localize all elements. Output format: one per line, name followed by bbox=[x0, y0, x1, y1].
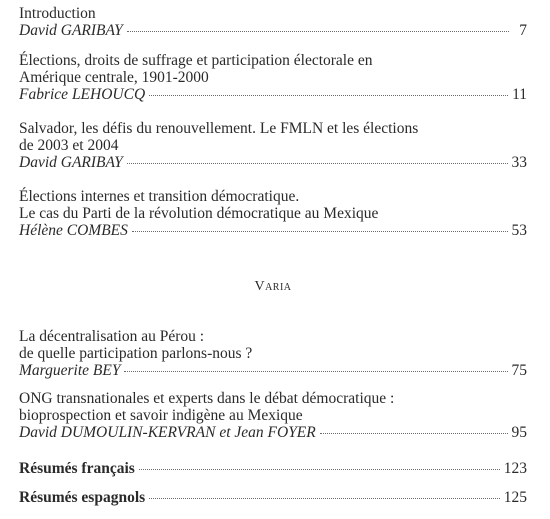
dot-leader bbox=[149, 94, 508, 96]
entry-author: Hélène COMBES bbox=[19, 222, 128, 239]
entry-title-line: Amérique centrale, 1901-2000 bbox=[19, 69, 209, 86]
entry-page-number: 7 bbox=[519, 22, 527, 39]
entry-title-line: Élections internes et transition démocratique. bbox=[19, 188, 300, 205]
toc-entry-elections-amerique-centrale bbox=[19, 52, 527, 103]
entry-author-row bbox=[19, 154, 527, 171]
entry-page-number: 95 bbox=[511, 424, 527, 441]
summary-page-number: 123 bbox=[503, 460, 527, 477]
entry-title-line: La décentralisation au Pérou : bbox=[19, 328, 205, 345]
entry-author-row bbox=[19, 86, 527, 103]
summary-label: Résumés français bbox=[19, 460, 135, 477]
toc-entry-introduction bbox=[19, 5, 527, 39]
dot-leader bbox=[127, 30, 509, 32]
entry-title-line: de 2003 et 2004 bbox=[19, 137, 119, 154]
dot-leader bbox=[149, 497, 500, 499]
entry-author-row bbox=[19, 362, 527, 379]
entry-page-number: 53 bbox=[511, 222, 527, 239]
dot-leader bbox=[320, 432, 508, 434]
toc-entry-elections-internes bbox=[19, 188, 527, 239]
entry-author: Marguerite BEY bbox=[19, 362, 121, 379]
entry-author-row bbox=[19, 22, 527, 39]
entry-title-line: Le cas du Parti de la révolution démocratique au Mexique bbox=[19, 205, 379, 222]
entry-title-line: Élections, droits de suffrage et participation électorale en bbox=[19, 52, 373, 69]
entry-author-row bbox=[19, 222, 527, 239]
dot-leader bbox=[139, 468, 500, 470]
toc-entry-ong-transnationales bbox=[19, 390, 527, 441]
toc-entry-resumes-francais bbox=[19, 460, 527, 477]
dot-leader bbox=[124, 370, 507, 372]
entry-author: David GARIBAY bbox=[19, 154, 123, 171]
entry-title-line: de quelle participation parlons-nous ? bbox=[19, 345, 253, 362]
entry-page-number: 11 bbox=[512, 86, 527, 103]
entry-page-number: 33 bbox=[511, 154, 527, 171]
entry-page-number: 75 bbox=[511, 362, 527, 379]
summary-page-number: 125 bbox=[503, 489, 527, 506]
summary-label: Résumés espagnols bbox=[19, 489, 146, 506]
entry-author: David GARIBAY bbox=[19, 22, 123, 39]
entry-title-line: ONG transnationales et experts dans le débat démocratique : bbox=[19, 390, 395, 407]
entry-title-line: bioprospection et savoir indigène au Mexique bbox=[19, 407, 303, 424]
toc-entry-salvador bbox=[19, 120, 527, 171]
entry-title-line: Salvador, les défis du renouvellement. Le FMLN et les élections bbox=[19, 120, 419, 137]
toc-entry-decentralisation-perou bbox=[19, 328, 527, 379]
entry-title-line: Introduction bbox=[19, 5, 96, 22]
toc-entry-resumes-espagnols bbox=[19, 489, 527, 506]
section-heading-varia: Varia bbox=[254, 279, 292, 294]
entry-author: David DUMOULIN-KERVRAN et Jean FOYER bbox=[19, 424, 316, 441]
entry-author-row bbox=[19, 424, 527, 441]
dot-leader bbox=[127, 162, 508, 164]
entry-author: Fabrice LEHOUCQ bbox=[19, 86, 146, 103]
dot-leader bbox=[132, 230, 508, 232]
